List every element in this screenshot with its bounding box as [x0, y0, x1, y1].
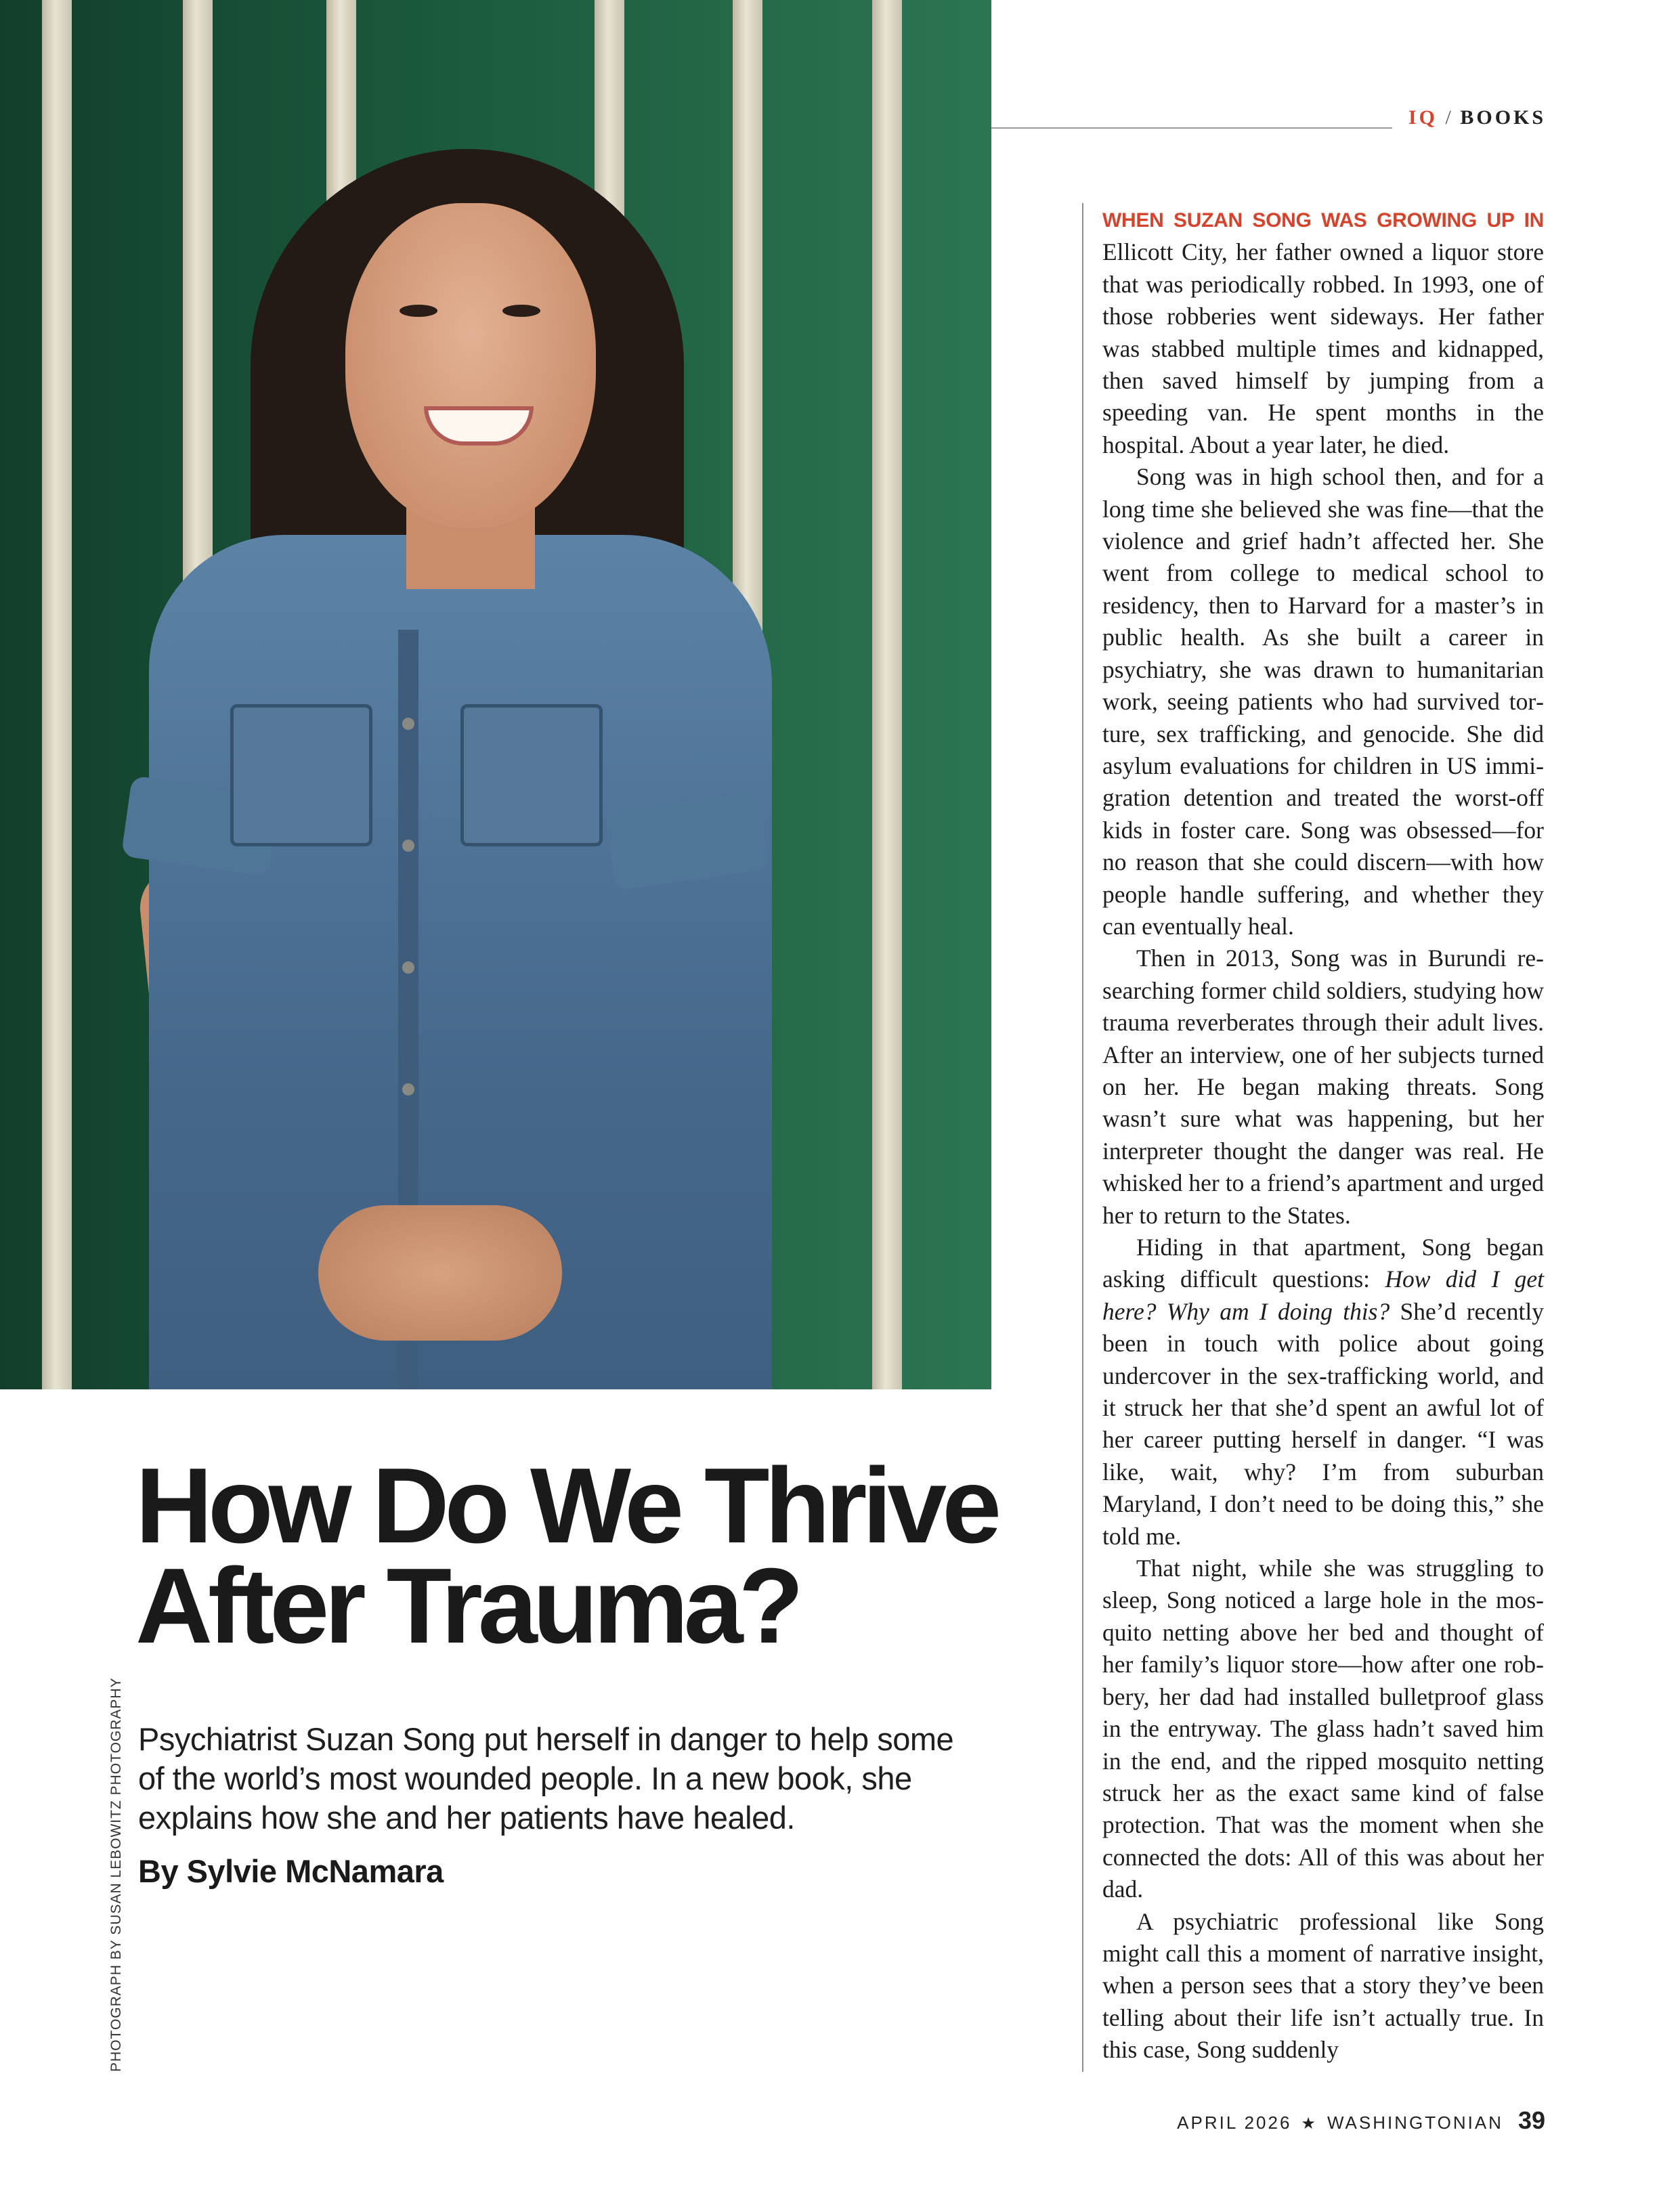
headline-line-1: How Do We Thrive [135, 1446, 997, 1565]
headline [135, 1446, 1002, 1666]
italic-quote: How did I get here? Why am I doing this? [1102, 1265, 1544, 1325]
paragraph: Song was in high school then, and for a long time she believed she was fine—that the violence and grief hadn’t affected her. She went from college to medical school to residency, then to Harvard for a master’s in public health. As she built a career in psychiatry, she was drawn to humanitarian work, seeing patients who had survived torture, sex trafficking, and genocide. She did asylum evaluations for children in US immigration detention and treated the worst-off kids in foster care. Song was obsessed—for no reason that she could discern—with how people handle suffering, and whether they can eventually heal. [1102, 463, 1544, 940]
section-iq: IQ [1408, 106, 1438, 129]
subject-face [345, 203, 596, 528]
shirt-button [402, 1083, 414, 1096]
smile [424, 406, 534, 446]
eye [400, 305, 437, 317]
column-rule [1082, 203, 1083, 2072]
shirt-button [402, 718, 414, 730]
cover-photo [0, 0, 991, 1389]
dek: Psychiatrist Suzan Song put herself in danger to help some of the world’s most wounded people. In a new book, she explains how she and her patients have healed. [138, 1721, 954, 1836]
shirt-button [402, 840, 414, 852]
paragraph: Then in 2013, Song was in Burundi researching former child soldiers, studying how trauma reverberates through their adult lives. After an interview, one of her subjects turned on her. He began making threats. Song wasn’t sure what was happening, but her interpreter thought the danger was real. He whisked her to a friend’s apartment and urged her to return to the States. [1102, 945, 1544, 1229]
magazine-name: WASHINGTONIAN [1327, 2112, 1503, 2133]
paragraph: That night, while she was struggling to sleep, Song noticed a large hole in the mosquito netting above her bed and thought of her family’s liquor store—how after one robbery, her dad had installed bulletproof glass in the entryway. The glass hadn’t saved him in the end, and the ripped mosquito netting struck her as the exact same kind of false protection. That was the moment when she connected the dots: All of this was about her dad. [1102, 1555, 1544, 1903]
byline: By Sylvie McNamara [138, 1853, 444, 1889]
article-body [1102, 203, 1544, 2066]
paragraph-text: Hiding in that apartment, Song began asking difficult questions: [1102, 1234, 1544, 1293]
shirt-button [402, 961, 414, 974]
header-rule [991, 127, 1392, 129]
section-separator: / [1445, 106, 1452, 129]
paragraph: A psychiatric professional like Song might call this a moment of narrative insight, when a person sees that a story they’ve been telling about their life isn’t actually true. In this case, Song suddenly [1102, 1907, 1544, 2064]
subject-hands [318, 1205, 562, 1341]
section-books: BOOKS [1460, 106, 1547, 129]
section-label [1408, 106, 1546, 129]
page-number: 39 [1517, 2106, 1545, 2134]
paragraph [1102, 203, 1544, 461]
shirt-pocket [460, 704, 603, 846]
lead-in: WHEN SUZAN SONG WAS GROWING UP IN [1102, 209, 1544, 232]
photo-credit: PHOTOGRAPH BY SUSAN LEBOWITZ PHOTOGRAPHY [108, 1677, 124, 2072]
issue-date: APRIL 2026 [1177, 2112, 1292, 2133]
paragraph-text: Ellicott City, her father owned a liquor store that was periodically robbed. In 1993, one of those robberies went sideways. Her father was stabbed multiple times and kidnapped, then saved himself by jumping from a speeding van. He spent months in the hospital. About a year later, he died. [1102, 238, 1544, 458]
page-footer [1177, 2106, 1545, 2135]
wall-slat [872, 0, 902, 1389]
paragraph-text: She’d recently been in touch with police about going undercover in the sex-trafficking world, and it struck her that she’d spent an awful lot of her career putting herself in danger. “I was like, wait, why? I’m from suburban Maryland, I don’t need to be doing this,” she told me. [1102, 1297, 1545, 1550]
shirt-pocket [230, 704, 372, 846]
headline-line-2: After Trauma? [135, 1546, 800, 1666]
star-icon: ★ [1301, 2115, 1318, 2133]
eye [502, 305, 540, 317]
paragraph [1102, 1232, 1544, 1553]
wall-slat [42, 0, 72, 1389]
